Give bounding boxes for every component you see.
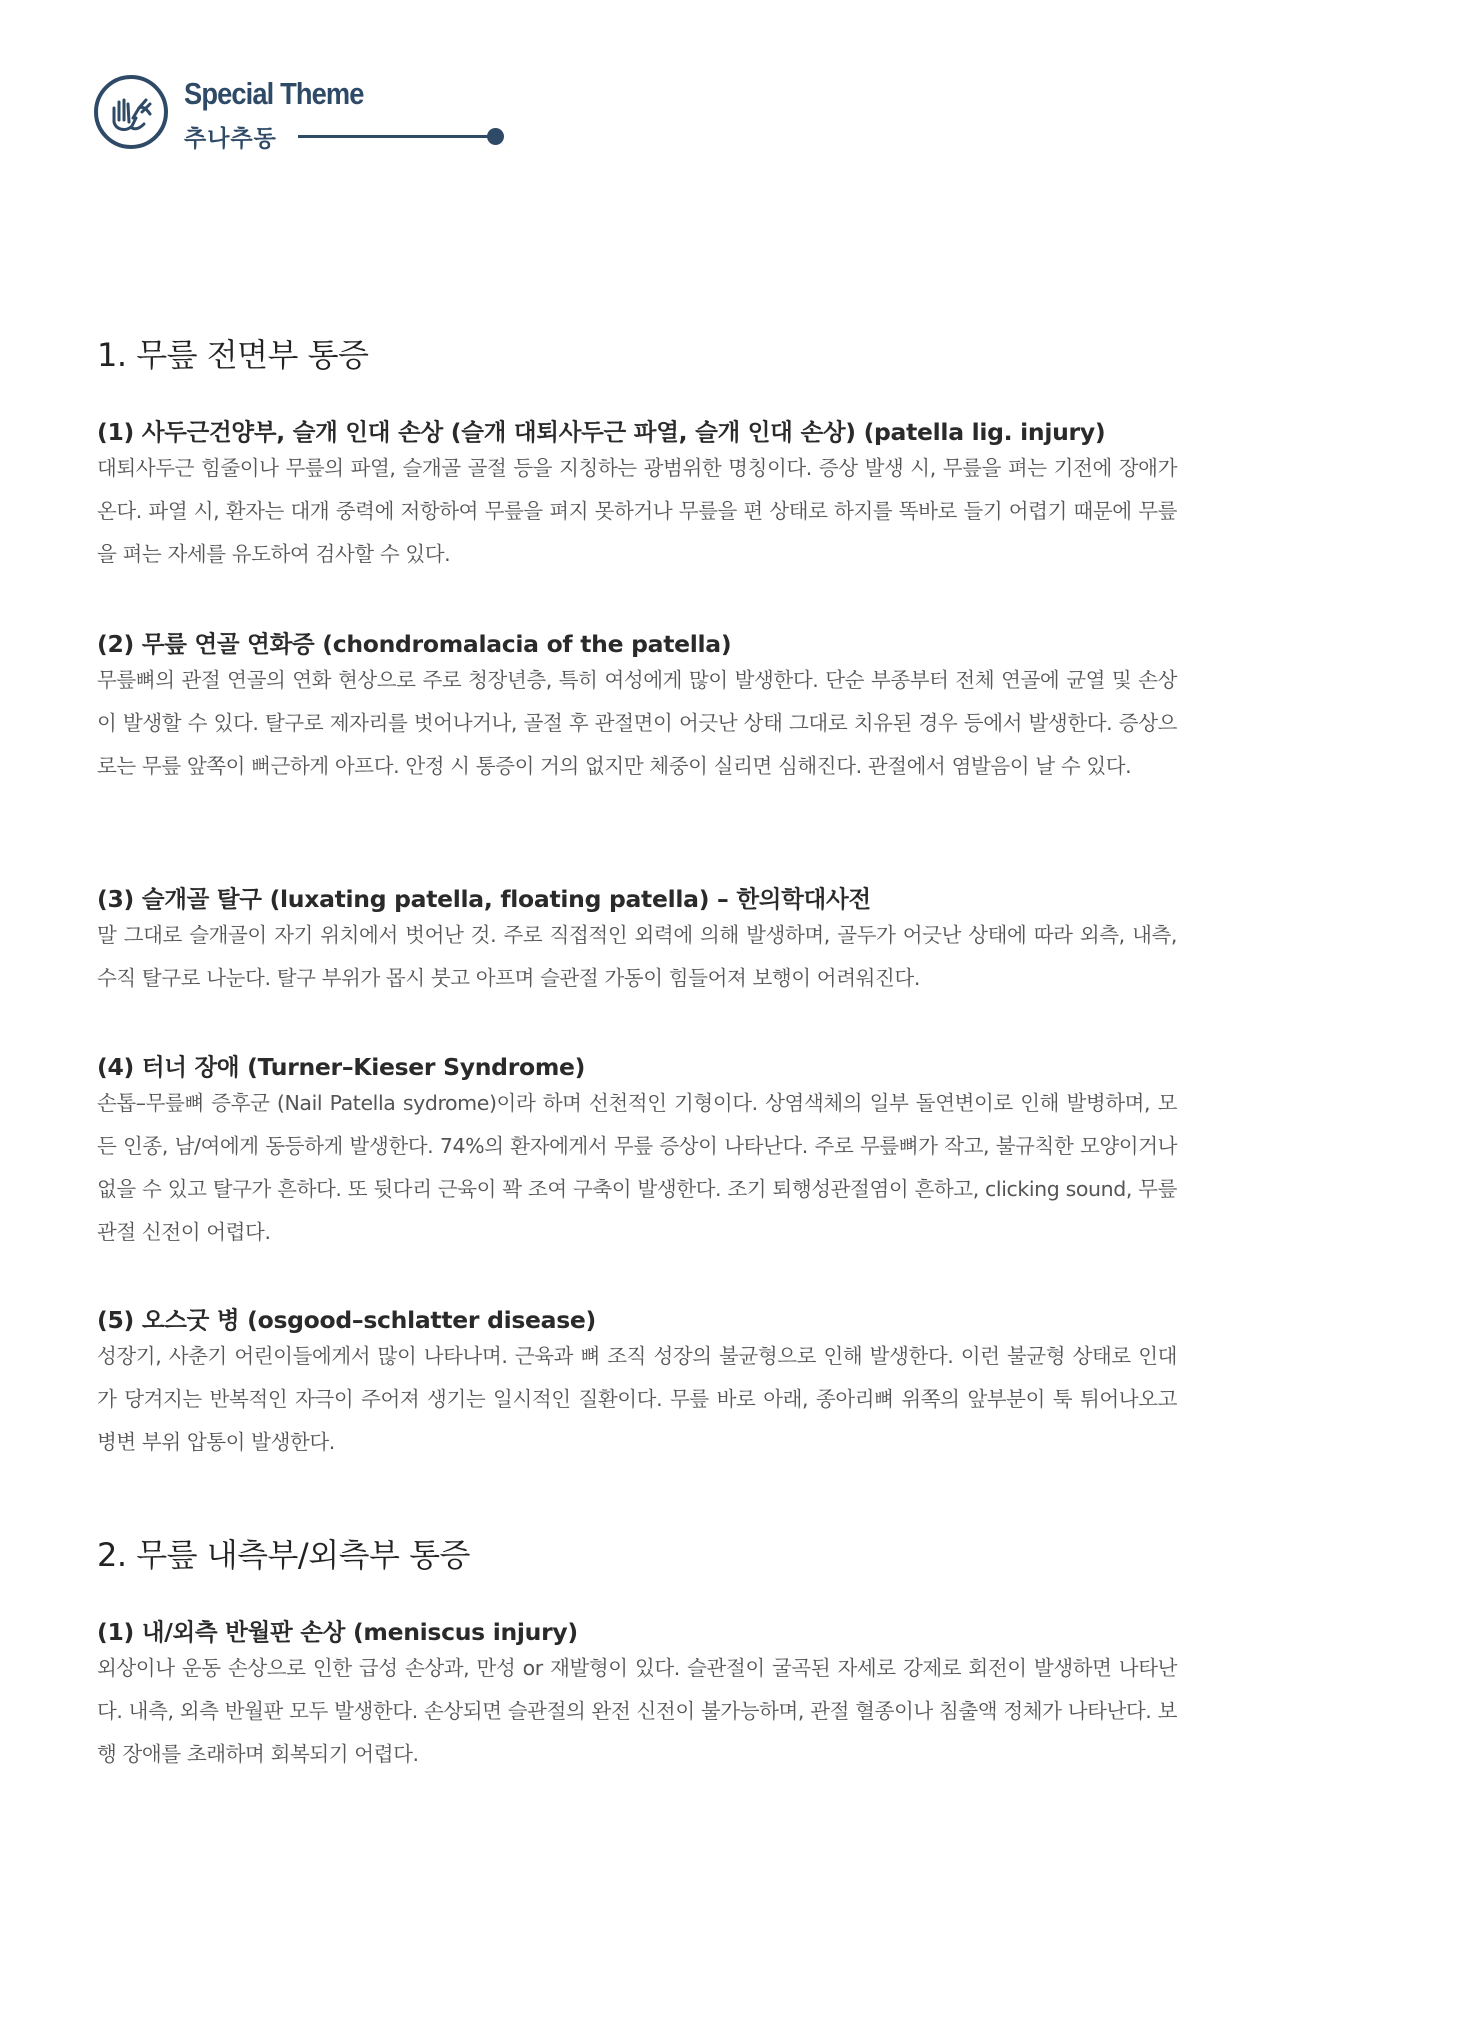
header-rule <box>298 135 491 138</box>
brand-subtitle: 추나추동 <box>184 126 277 152</box>
section-title: 1. 무릎 전면부 통증 <box>97 336 369 374</box>
special-theme-header <box>94 72 514 162</box>
hands-icon <box>106 88 156 138</box>
item-body: 손톱–무릎뼈 증후군 (Nail Patella sydrome)이라 하며 선천적인 기형이다. 상염색체의 일부 돌연변이로 인해 발병하며, 모든 인종, 남/여에게 동등하게 발생한다. 74%의 환자에게서 무릎 증상이 나타난다. 주로 무릎뼈가 작고, 불규칙한 모양이거나 없을 수 있고 탈구가 흔하다. 또 뒷다리 근육이 꽉 조여 구축이 발생한다. 조기 퇴행성관절염이 흔하고, clicking sound, 무릎관절 신전이 어렵다. <box>97 1091 1177 1244</box>
item-body: 대퇴사두근 힘줄이나 무릎의 파열, 슬개골 골절 등을 지칭하는 광범위한 명칭이다. 증상 발생 시, 무릎을 펴는 기전에 장애가 온다. 파열 시, 환자는 대개 중력에 저항하여 무릎을 펴지 못하거나 무릎을 편 상태로 하지를 똑바로 들기 어렵기 때문에 무릎을 펴는 자세를 유도하여 검사할 수 있다. <box>97 456 1177 566</box>
item-body: 외상이나 운동 손상으로 인한 급성 손상과, 만성 or 재발형이 있다. 슬관절이 굴곡된 자세로 강제로 회전이 발생하면 나타난다. 내측, 외측 반월판 모두 발생한다. 손상되면 슬관절의 완전 신전이 불가능하며, 관절 혈종이나 침출액 정체가 나타난다. 보행 장애를 초래하며 회복되기 어렵다. <box>97 1656 1177 1766</box>
logo-badge <box>94 75 168 149</box>
item-body: 무릎뼈의 관절 연골의 연화 현상으로 주로 청장년층, 특히 여성에게 많이 발생한다. 단순 부종부터 전체 연골에 균열 및 손상이 발생할 수 있다. 탈구로 제자리를 벗어나거나, 골절 후 관절면이 어긋난 상태 그대로 치유된 경우 등에서 발생한다. 증상으로는 무릎 앞쪽이 뻐근하게 아프다. 안정 시 통증이 거의 없지만 체중이 실리면 심해진다. 관절에서 염발음이 날 수 있다. <box>97 668 1177 778</box>
item-title: (1) 사두근건양부, 슬개 인대 손상 (슬개 대퇴사두근 파열, 슬개 인대 손상) (patella lig. injury) <box>97 418 1106 446</box>
brand-title: Special Theme <box>184 76 364 111</box>
item-title: (3) 슬개골 탈구 (luxating patella, floating patella) – 한의학대사전 <box>97 885 871 913</box>
section-title: 2. 무릎 내측부/외측부 통증 <box>97 1536 470 1574</box>
item-title: (4) 터너 장애 (Turner–Kieser Syndrome) <box>97 1053 586 1081</box>
item-title: (1) 내/외측 반월판 손상 (meniscus injury) <box>97 1618 578 1646</box>
header-rule-dot <box>487 128 504 145</box>
item-title: (2) 무릎 연골 연화증 (chondromalacia of the patella) <box>97 630 732 658</box>
item-body: 성장기, 사춘기 어린이들에게서 많이 나타나며. 근육과 뼈 조직 성장의 불균형으로 인해 발생한다. 이런 불균형 상태로 인대가 당겨지는 반복적인 자극이 주어져 생기는 일시적인 질환이다. 무릎 바로 아래, 종아리뼈 위쪽의 앞부분이 툭 튀어나오고 병변 부위 압통이 발생한다. <box>97 1344 1177 1454</box>
item-body: 말 그대로 슬개골이 자기 위치에서 벗어난 것. 주로 직접적인 외력에 의해 발생하며, 골두가 어긋난 상태에 따라 외측, 내측, 수직 탈구로 나눈다. 탈구 부위가 몹시 붓고 아프며 슬관절 가동이 힘들어져 보행이 어려워진다. <box>97 923 1177 990</box>
item-title: (5) 오스굿 병 (osgood–schlatter disease) <box>97 1306 596 1334</box>
